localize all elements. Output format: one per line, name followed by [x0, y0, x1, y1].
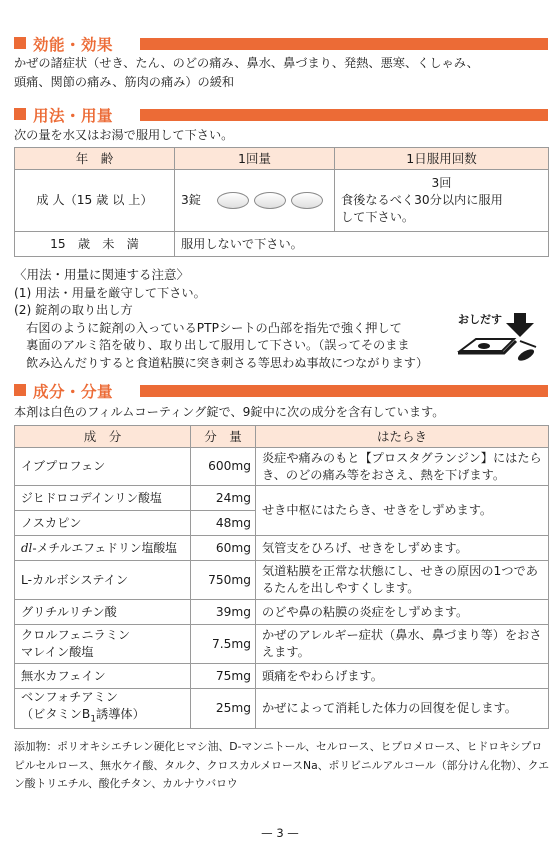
table-row	[15, 689, 549, 729]
ingredient-amount: 25mg	[191, 689, 256, 729]
dose-cell	[175, 170, 335, 232]
ingredient-name-main: -メチルエフェドリン塩酸塩	[32, 540, 177, 555]
efficacy-line-2: 頭痛、関節の痛み、筋肉の痛み）の緩和	[14, 75, 235, 89]
table-row	[15, 600, 549, 625]
table-row-adult	[15, 170, 549, 232]
ingredient-name	[15, 689, 191, 729]
ingredient-name-prefix: dl	[21, 540, 33, 555]
ingredient-action: 気管支をひろげ、せきをしずめます。	[256, 536, 549, 561]
times-note-2: して下さい。	[341, 210, 415, 224]
ingredient-action: のどや鼻の粘膜の炎症をしずめます。	[256, 600, 549, 625]
dosage-notes-title: 〈用法・用量に関連する注意〉	[14, 267, 190, 282]
ingredient-name-line-1: クロルフェニラミン	[21, 628, 131, 642]
efficacy-line-1: かぜの諸症状（せき、たん、のどの痛み、鼻水、鼻づまり、発熱、悪寒、くしゃみ、	[14, 56, 479, 70]
ingredients-intro: 本剤は白色のフィルムコーティング錠で、9錠中に次の成分を含有しています。	[14, 405, 445, 419]
section-rule	[140, 38, 548, 50]
ingredient-action: 頭痛をやわらげます。	[256, 664, 549, 689]
ingredient-name-part: （ビタミンB	[21, 707, 91, 721]
section-rule	[140, 109, 548, 121]
times-count: 3回	[431, 176, 452, 190]
ingredient-name	[15, 625, 191, 664]
ingredient-action: 炎症や痛みのもと【プロスタグランジン】にはたらき、のどの痛み等をおさえ、熱を下げます。	[256, 448, 549, 486]
ingredient-amount: 48mg	[191, 511, 256, 536]
section-header-dosage	[14, 105, 548, 125]
push-label: おしだす	[458, 313, 502, 326]
ingredients-table	[14, 425, 549, 729]
tablet-icon	[217, 192, 249, 209]
ingredient-name-line-2	[21, 706, 184, 728]
table-row	[15, 536, 549, 561]
table-row	[15, 625, 549, 664]
dosage-intro: 次の量を水又はお湯で服用して下さい。	[14, 128, 234, 142]
dosage-note-1: (1) 用法・用量を厳守して下さい。	[14, 286, 206, 300]
ingredient-action: かぜによって消耗した体力の回復を促します。	[256, 689, 549, 729]
section-title: 用法・用量	[33, 107, 114, 125]
ingredient-action: かぜのアレルギー症状（鼻水、鼻づまり等）をおさえます。	[256, 625, 549, 664]
section-marker	[14, 108, 26, 120]
times-cell	[335, 170, 549, 232]
table-row	[15, 448, 549, 486]
ingredient-name: L-カルボシステイン	[15, 561, 191, 600]
dose-cell: 服用しないで下さい。	[175, 232, 549, 257]
ingredient-name: ノスカピン	[15, 511, 191, 536]
col-header-age: 年 齢	[15, 148, 175, 170]
ingredient-name-part: 誘導体）	[96, 707, 145, 721]
section-title: 効能・効果	[33, 36, 114, 54]
col-header-dose: 1回量	[175, 148, 335, 170]
tablet-icon	[254, 192, 286, 209]
ingredient-amount: 7.5mg	[191, 625, 256, 664]
ingredient-name-line-1: ベンフォチアミン	[21, 690, 118, 704]
section-header-ingredients	[14, 381, 548, 401]
dosage-note-3: 右図のように錠剤の入っているPTPシートの凸部を指先で強く押して	[14, 321, 402, 335]
ingredient-amount: 60mg	[191, 536, 256, 561]
page-number: — 3 —	[261, 826, 299, 840]
ingredient-amount: 24mg	[191, 486, 256, 511]
ingredient-amount: 75mg	[191, 664, 256, 689]
ingredient-amount: 39mg	[191, 600, 256, 625]
additives-text: 添加物：ポリオキシエチレン硬化ヒマシ油、D-マンニトール、セルロース、ヒプロメロース、ヒドロキシプロピルセルロース、無水ケイ酸、タルク、クロスカルメロースNa、ポリビニルアルコール（部分けん化物）、クエン酸トリエチル、酸化チタン、カルナウバロウ	[14, 740, 549, 790]
section-header-efficacy	[14, 34, 548, 54]
ingredient-amount: 750mg	[191, 561, 256, 600]
age-cell: 15 歳 未 満	[15, 232, 175, 257]
ingredient-name	[15, 536, 191, 561]
ptp-push-illustration	[456, 311, 548, 367]
ingredient-name: グリチルリチン酸	[15, 600, 191, 625]
section-title: 成分・分量	[33, 383, 114, 401]
section-marker	[14, 37, 26, 49]
col-header-amount: 分 量	[191, 426, 256, 448]
ingredient-amount: 600mg	[191, 448, 256, 486]
table-row	[15, 664, 549, 689]
dosage-note-5: 飲み込んだりすると食道粘膜に突き刺さる等思わぬ事故につながります）	[14, 356, 429, 370]
dosage-table	[14, 147, 549, 257]
times-note-1: 食後なるべく30分以内に服用	[341, 193, 503, 207]
ingredient-name-subscript: 1	[90, 714, 97, 725]
ingredient-name: 無水カフェイン	[15, 664, 191, 689]
ingredient-name: ジヒドロコデインリン酸塩	[15, 486, 191, 511]
table-row-under15	[15, 232, 549, 257]
col-header-action: はたらき	[256, 426, 549, 448]
ingredient-action: 気道粘膜を正常な状態にし、せきの原因の1つであるたんを出しやすくします。	[256, 561, 549, 600]
dosage-note-2: (2) 錠剤の取り出し方	[14, 303, 133, 317]
dose-value: 3錠	[181, 193, 201, 207]
tablet-icon	[291, 192, 323, 209]
table-row	[15, 561, 549, 600]
ingredient-name-line-2: マレイン酸塩	[21, 645, 94, 659]
table-row	[15, 486, 549, 511]
ingredient-action: せき中枢にはたらき、せきをしずめます。	[256, 486, 549, 536]
section-rule	[140, 385, 548, 397]
col-header-ingredient: 成 分	[15, 426, 191, 448]
ingredient-name: イブプロフェン	[15, 448, 191, 486]
col-header-times: 1日服用回数	[335, 148, 549, 170]
dosage-note-4: 裏面のアルミ箔を破り、取り出して服用して下さい。（誤ってそのまま	[14, 338, 410, 352]
section-marker	[14, 384, 26, 396]
age-cell: 成 人（15 歳 以 上）	[15, 170, 175, 232]
